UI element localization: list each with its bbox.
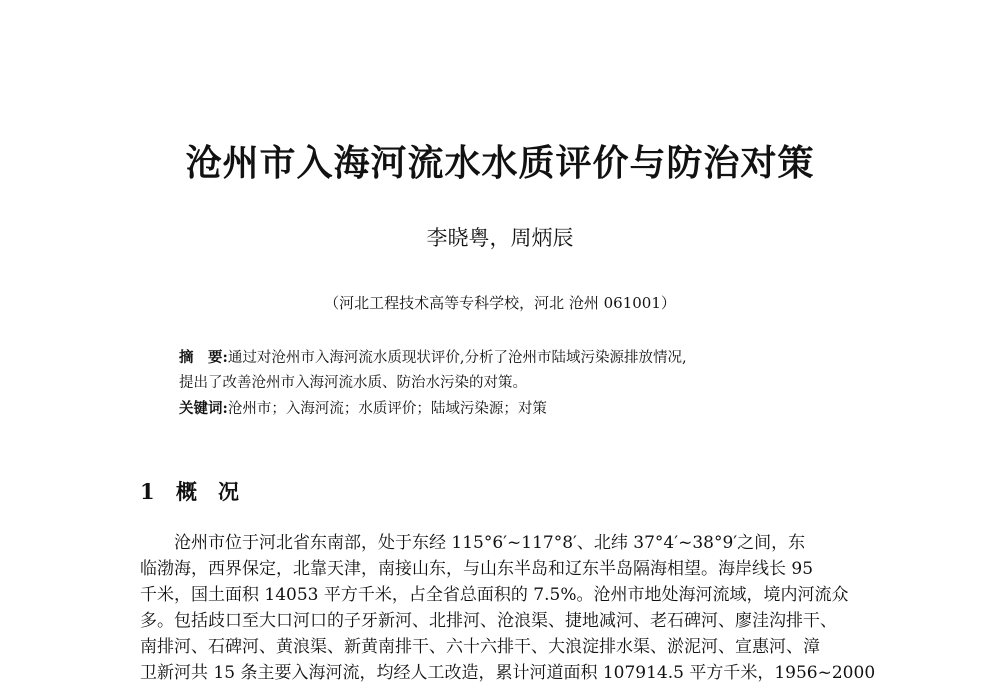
- body-line: 多。包括歧口至大口河口的子牙新河、北排河、沧浪渠、捷地减河、老石碑河、廖洼沟排干、: [140, 611, 837, 631]
- section-heading: [140, 476, 239, 506]
- abstract-text: 通过对沧州市入海河流水质现状评价,分析了沧州市陆域污染源排放情况,: [227, 350, 687, 366]
- body-text: [140, 530, 876, 686]
- body-line: 南排河、石碑河、黄浪渠、新黄南排干、六十六排干、大浪淀排水渠、淤泥河、宣惠河、漳: [140, 637, 820, 657]
- body-line: 临渤海，西界保定，北靠天津，南接山东，与山东半岛和辽东半岛隔海相望。海岸线长 95: [140, 559, 814, 579]
- authors: 李晓粤，周炳辰: [426, 226, 574, 250]
- keywords-line: [179, 396, 839, 422]
- body-line: 卫新河共 15 条主要入海河流，均经人工改造，累计河道面积 107914.5 平方千米，1956~2000: [140, 663, 876, 683]
- section-title: 概 况: [176, 479, 239, 504]
- abstract-block: [179, 345, 839, 422]
- keywords-text: 沧州市；入海河流；水质评价；陆域污染源；对策: [227, 401, 547, 417]
- section-number: 1: [140, 479, 155, 504]
- abstract-line: 提出了改善沧州市入海河流水质、防治水污染的对策。: [179, 375, 527, 391]
- keywords-label: 关键词:: [179, 400, 228, 417]
- abstract-line: [179, 345, 839, 371]
- body-line: 沧州市位于河北省东南部，处于东经 115°6′~117°8′、北纬 37°4′~38°9′之间，东: [140, 533, 806, 553]
- abstract-label: 摘 要:: [179, 349, 228, 366]
- paper-title: 沧州市入海河流水水质评价与防治对策: [185, 142, 815, 184]
- body-line: 千米，国土面积 14053 平方千米，占全省总面积的 7.5%。沧州市地处海河流域，境内河流众: [140, 585, 849, 605]
- affiliation: （河北工程技术高等专科学校，河北 沧州 061001）: [324, 294, 676, 312]
